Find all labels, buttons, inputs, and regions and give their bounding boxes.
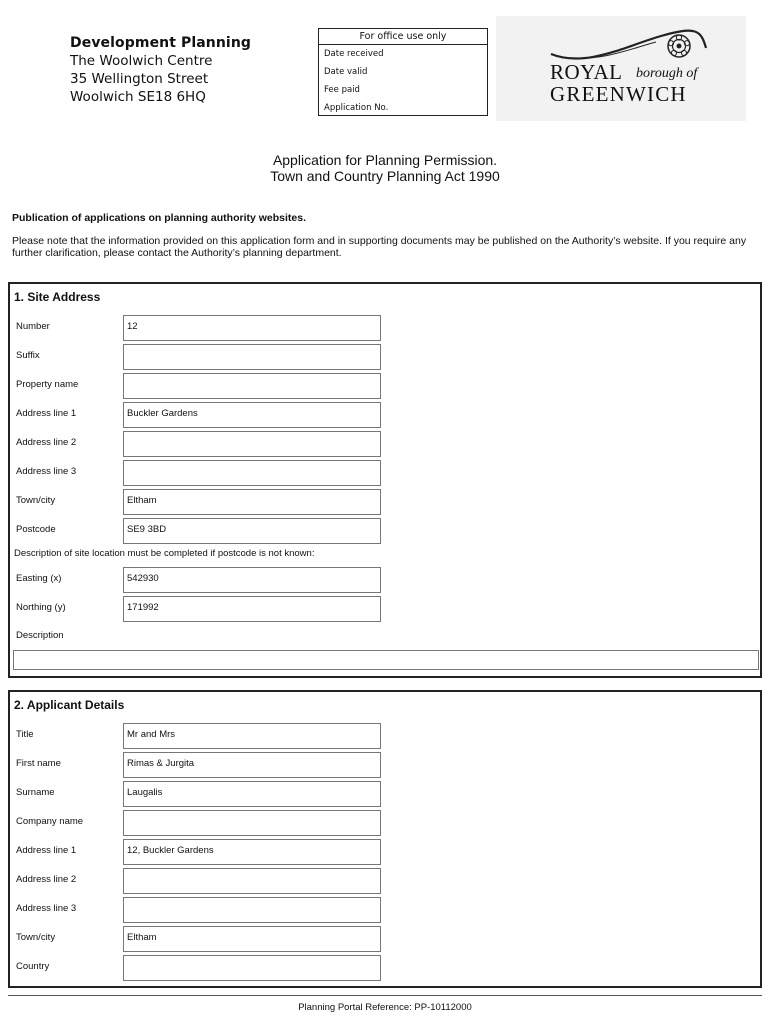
address-line-1-input[interactable]: Buckler Gardens — [123, 402, 381, 428]
field-applicant-address-line-1 — [10, 839, 760, 865]
logo-greenwich-text: GREENWICH — [550, 82, 687, 106]
field-title — [10, 723, 760, 749]
field-applicant-town-city — [10, 926, 760, 952]
address-line: The Woolwich Centre — [70, 53, 213, 69]
field-label: Postcode — [16, 524, 56, 535]
field-label: Address line 2 — [16, 437, 77, 448]
postcode-input[interactable]: SE9 3BD — [123, 518, 381, 544]
description-label: Description — [16, 630, 64, 641]
field-label: Address line 1 — [16, 845, 77, 856]
field-label: Address line 3 — [16, 903, 77, 914]
org-title: Development Planning — [70, 35, 252, 51]
field-label: Address line 3 — [16, 466, 77, 477]
field-suffix — [10, 344, 760, 370]
field-postcode — [10, 518, 760, 544]
publication-notice: Please note that the information provided on this application form and in supporting documents may be published on the Authority’s website. If you require any further clarification, please contact the Authority’s planning department. — [12, 235, 747, 259]
field-label: Address line 2 — [16, 874, 77, 885]
section-title: 1. Site Address — [14, 290, 101, 304]
property-name-input[interactable] — [123, 373, 381, 399]
field-label: First name — [16, 758, 61, 769]
section-title: 2. Applicant Details — [14, 698, 125, 712]
office-use-heading: For office use only — [319, 29, 487, 45]
applicant-address-line-3-input[interactable] — [123, 897, 381, 923]
company-name-input[interactable] — [123, 810, 381, 836]
description-input[interactable] — [13, 650, 759, 670]
field-label: Address line 1 — [16, 408, 77, 419]
logo-royal-text: ROYAL — [550, 60, 623, 84]
town-city-input[interactable]: Eltham — [123, 489, 381, 515]
surname-input[interactable]: Laugalis — [123, 781, 381, 807]
field-address-line-3 — [10, 460, 760, 486]
form-title — [0, 152, 770, 184]
applicant-address-line-1-input[interactable]: 12, Buckler Gardens — [123, 839, 381, 865]
field-surname — [10, 781, 760, 807]
field-country — [10, 955, 760, 981]
publication-heading: Publication of applications on planning authority websites. — [12, 212, 307, 224]
field-applicant-address-line-3 — [10, 897, 760, 923]
field-applicant-address-line-2 — [10, 868, 760, 894]
field-label: Suffix — [16, 350, 40, 361]
field-address-line-2 — [10, 431, 760, 457]
easting-input[interactable]: 542930 — [123, 567, 381, 593]
field-label: Town/city — [16, 495, 56, 506]
rose-emblem-icon — [668, 35, 690, 57]
field-label: Title — [16, 729, 34, 740]
field-easting — [10, 567, 760, 593]
first-name-input[interactable]: Rimas & Jurgita — [123, 752, 381, 778]
field-label: Surname — [16, 787, 55, 798]
address-line: Woolwich SE18 6HQ — [70, 89, 206, 105]
applicant-details-section — [8, 690, 762, 988]
office-row-fee-paid: Fee paid — [324, 85, 360, 95]
field-northing — [10, 596, 760, 622]
council-address — [70, 34, 251, 106]
office-use-box — [318, 28, 488, 116]
number-input[interactable]: 12 — [123, 315, 381, 341]
address-line-3-input[interactable] — [123, 460, 381, 486]
address-line: 35 Wellington Street — [70, 71, 209, 87]
office-row-date-received: Date received — [324, 49, 384, 59]
royal-greenwich-logo — [496, 16, 746, 121]
field-label: Northing (y) — [16, 602, 66, 613]
site-location-note: Description of site location must be completed if postcode is not known: — [14, 548, 315, 559]
portal-reference: Planning Portal Reference: PP-10112000 — [298, 1002, 472, 1013]
field-label: Town/city — [16, 932, 56, 943]
office-row-application-no: Application No. — [324, 103, 389, 113]
form-title-line-1: Application for Planning Permission. — [272, 152, 498, 168]
northing-input[interactable]: 171992 — [123, 596, 381, 622]
field-label: Easting (x) — [16, 573, 62, 584]
field-property-name — [10, 373, 760, 399]
site-address-section — [8, 282, 762, 678]
applicant-town-city-input[interactable]: Eltham — [123, 926, 381, 952]
country-input[interactable] — [123, 955, 381, 981]
field-label: Number — [16, 321, 50, 332]
field-label: Company name — [16, 816, 84, 827]
field-number — [10, 315, 760, 341]
footer-divider — [8, 995, 762, 996]
field-label: Country — [16, 961, 50, 972]
field-town-city — [10, 489, 760, 515]
suffix-input[interactable] — [123, 344, 381, 370]
field-first-name — [10, 752, 760, 778]
field-company-name — [10, 810, 760, 836]
address-line-2-input[interactable] — [123, 431, 381, 457]
logo-borough-text: borough of — [636, 66, 698, 81]
form-title-line-2: Town and Country Planning Act 1990 — [270, 168, 500, 184]
title-input[interactable]: Mr and Mrs — [123, 723, 381, 749]
field-label: Property name — [16, 379, 79, 390]
applicant-address-line-2-input[interactable] — [123, 868, 381, 894]
office-row-date-valid: Date valid — [324, 67, 368, 77]
field-address-line-1 — [10, 402, 760, 428]
